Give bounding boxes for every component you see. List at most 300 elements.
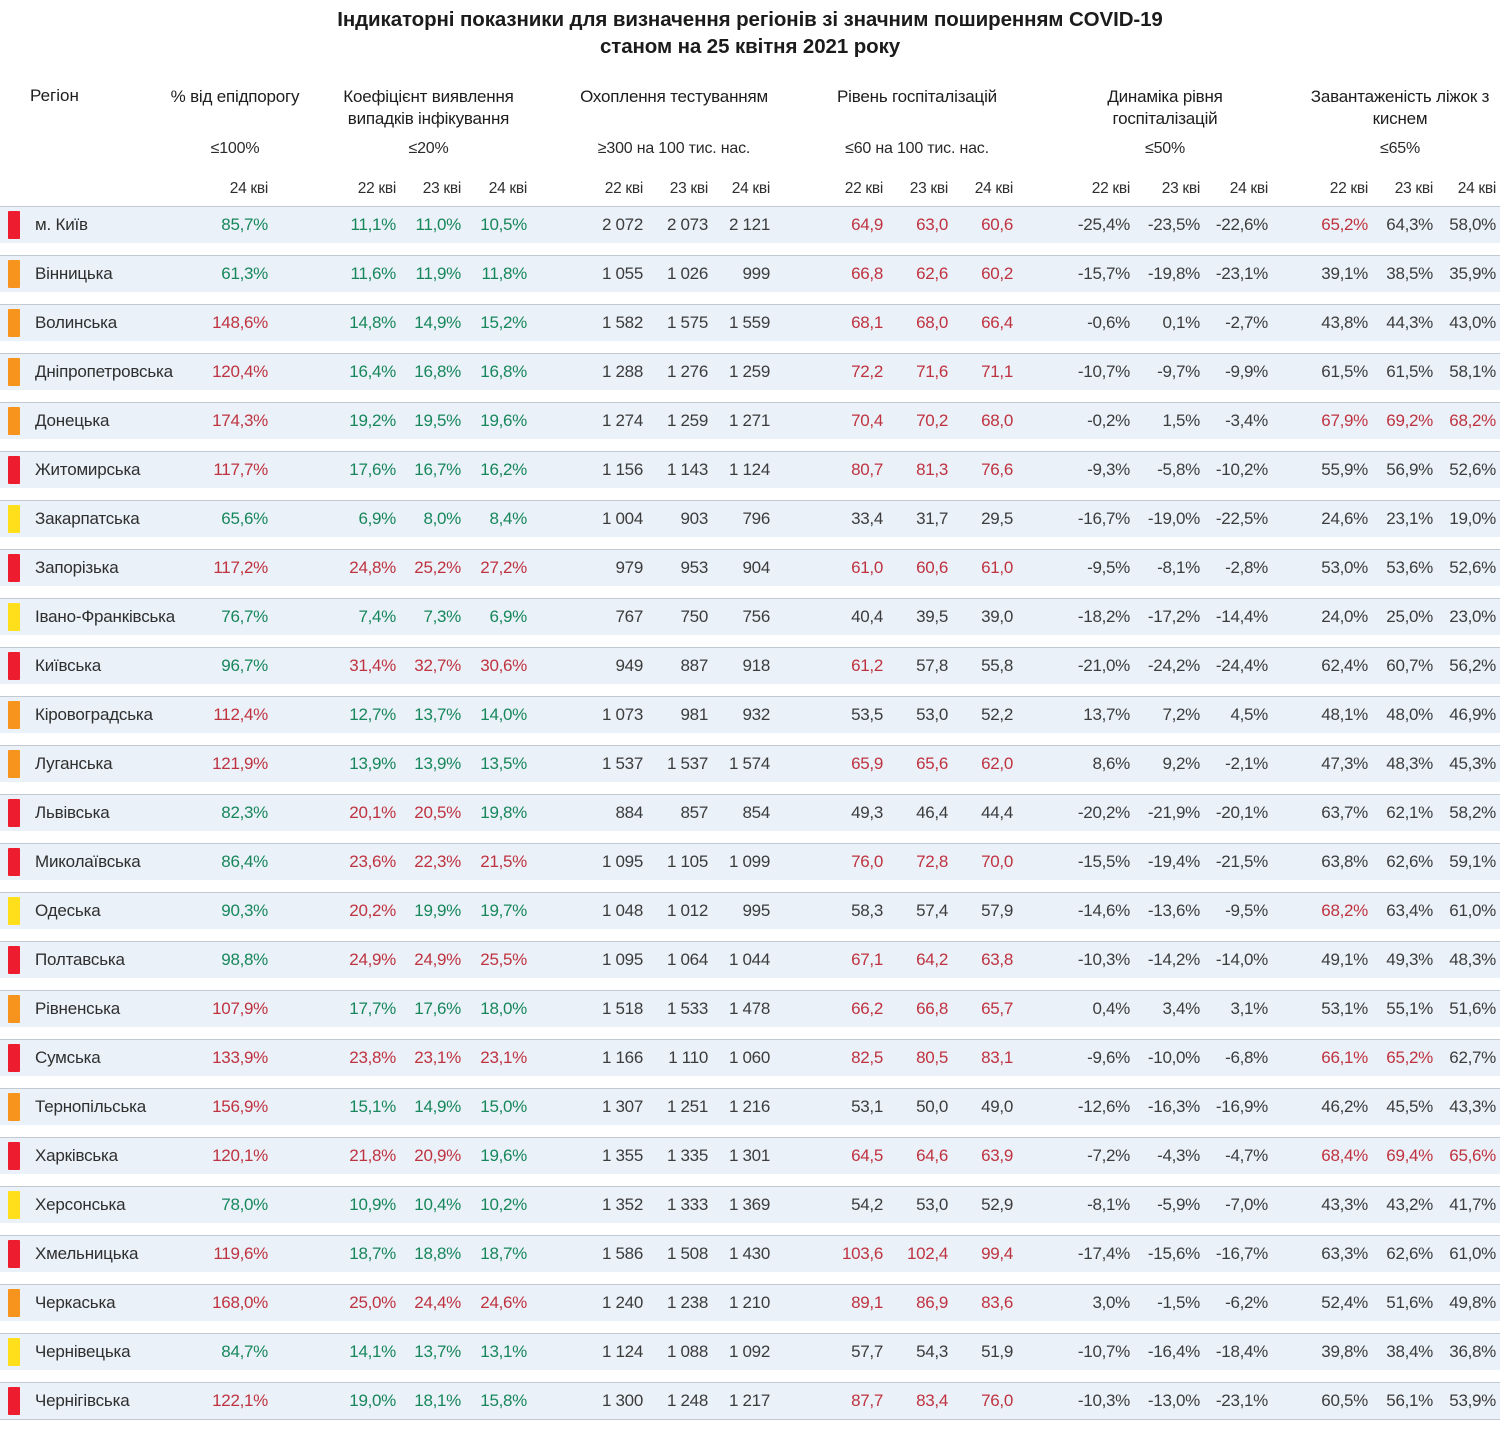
region-row: [0, 1039, 1500, 1076]
cell-test: 1 055: [601, 264, 643, 283]
cell-coef: 8,0%: [423, 509, 461, 528]
cell-test: 1 574: [728, 754, 770, 773]
cell-beds: 24,0%: [1321, 607, 1368, 626]
cell-test: 1 335: [666, 1146, 708, 1165]
cell-beds: 23,0%: [1449, 607, 1496, 626]
cell-hosp: 61,0: [981, 558, 1013, 577]
cell-hosp: 57,9: [981, 901, 1013, 920]
cell-coef: 21,8%: [349, 1146, 396, 1165]
status-marker-red: [8, 652, 20, 680]
cell-beds: 53,6%: [1386, 558, 1433, 577]
cell-beds: 68,2%: [1321, 901, 1368, 920]
cell-hosp: 64,6: [916, 1146, 948, 1165]
cell-test: 981: [680, 705, 708, 724]
column-group-hospitalization-dynamics: Динаміка рівня госпіталізацій: [1107, 87, 1223, 128]
region-row: [0, 1333, 1500, 1370]
cell-test: 1 064: [666, 950, 708, 969]
status-marker-red: [8, 1240, 20, 1268]
column-group-detection-coefficient: Коефіцієнт виявлення випадків інфікування: [343, 87, 514, 128]
cell-hosp: 80,5: [916, 1048, 948, 1067]
cell-coef: 23,8%: [349, 1048, 396, 1067]
cell-coef: 11,6%: [350, 264, 396, 283]
cell-coef: 23,1%: [480, 1048, 527, 1067]
column-group-epid-threshold-share: % від епідпорогу: [170, 87, 300, 106]
cell-test: 1 533: [666, 999, 708, 1018]
cell-dyn: -19,4%: [1147, 852, 1200, 871]
status-marker-yellow: [8, 505, 20, 533]
cell-epid: 156,9%: [212, 1097, 268, 1116]
cell-test: 1 518: [601, 999, 643, 1018]
cell-epid: 61,3%: [221, 264, 268, 283]
spacer: [0, 140, 160, 158]
region-name: Сумська: [35, 1048, 101, 1067]
cell-coef: 27,2%: [480, 558, 527, 577]
status-marker-orange: [8, 407, 20, 435]
cell-coef: 30,6%: [480, 656, 527, 675]
cell-hosp: 54,3: [916, 1342, 948, 1361]
cell-test: 995: [742, 901, 770, 920]
date-label: 23 кві: [1394, 180, 1433, 197]
cell-hosp: 60,6: [981, 215, 1013, 234]
cell-hosp: 63,0: [916, 215, 948, 234]
cell-hosp: 83,6: [981, 1293, 1013, 1312]
region-name: Запорізька: [35, 558, 119, 577]
cell-hosp: 57,4: [916, 901, 948, 920]
cell-coef: 15,0%: [480, 1097, 527, 1116]
cell-coef: 13,5%: [480, 754, 527, 773]
cell-dyn: -20,2%: [1077, 803, 1130, 822]
spacer: [270, 180, 328, 198]
cell-coef: 16,8%: [480, 362, 527, 381]
cell-dyn: -2,8%: [1225, 558, 1268, 577]
cell-coef: 10,9%: [349, 1195, 396, 1214]
cell-epid: 122,1%: [212, 1391, 268, 1410]
column-group-testing-coverage: Охоплення тестуванням: [580, 87, 768, 106]
cell-dyn: -19,0%: [1147, 509, 1200, 528]
cell-coef: 17,7%: [349, 999, 396, 1018]
cell-test: 1 092: [728, 1342, 770, 1361]
cell-coef: 21,5%: [480, 852, 527, 871]
cell-dyn: -21,9%: [1147, 803, 1200, 822]
cell-test: 1 217: [728, 1391, 770, 1410]
spacer: [1015, 180, 1060, 198]
cell-dyn: -9,9%: [1225, 362, 1268, 381]
region-name: м. Київ: [35, 215, 88, 234]
cell-coef: 25,5%: [480, 950, 527, 969]
cell-dyn: -9,3%: [1087, 460, 1130, 479]
cell-test: 1 333: [666, 1195, 708, 1214]
cell-hosp: 76,0: [851, 852, 883, 871]
status-marker-orange: [8, 701, 20, 729]
cell-beds: 65,6%: [1449, 1146, 1496, 1165]
table-header-groups: [0, 86, 1500, 130]
cell-test: 918: [742, 656, 770, 675]
cell-test: 1 240: [601, 1293, 643, 1312]
cell-coef: 6,9%: [358, 509, 396, 528]
cell-hosp: 71,6: [916, 362, 948, 381]
cell-epid: 117,7%: [213, 460, 268, 479]
cell-hosp: 58,3: [851, 901, 883, 920]
cell-coef: 14,9%: [414, 1097, 461, 1116]
region-row: [0, 990, 1500, 1027]
cell-beds: 48,1%: [1321, 705, 1368, 724]
cell-dyn: 9,2%: [1162, 754, 1200, 773]
cell-test: 903: [680, 509, 708, 528]
cell-hosp: 63,9: [981, 1146, 1013, 1165]
cell-dyn: -14,2%: [1147, 950, 1200, 969]
cell-beds: 39,1%: [1321, 264, 1368, 283]
spacer: [310, 140, 328, 158]
cell-test: 1 095: [601, 950, 643, 969]
region-cell: [0, 607, 185, 627]
cell-beds: 65,2%: [1386, 1048, 1433, 1067]
cell-hosp: 46,4: [916, 803, 948, 822]
region-cell: [0, 1342, 185, 1362]
region-name: Рівненська: [35, 999, 121, 1018]
region-cell: [0, 509, 185, 529]
date-label: 22 кві: [1329, 180, 1368, 197]
cell-beds: 19,0%: [1449, 509, 1496, 528]
cell-coef: 13,9%: [349, 754, 396, 773]
region-name: Дніпропетровська: [35, 362, 173, 381]
spacer: [772, 86, 819, 130]
cell-hosp: 102,4: [906, 1244, 948, 1263]
status-marker-red: [8, 1387, 20, 1415]
cell-hosp: 86,9: [916, 1293, 948, 1312]
cell-test: 1 508: [666, 1244, 708, 1263]
status-marker-red: [8, 211, 20, 239]
page-title-line1: Індикаторні показники для визначення регіонів зі значним поширенням COVID-19: [337, 8, 1163, 31]
region-cell: [0, 313, 185, 333]
spacer: [1270, 86, 1302, 130]
region-name: Львівська: [35, 803, 110, 822]
region-row: [0, 1382, 1500, 1420]
cell-beds: 62,6%: [1386, 1244, 1433, 1263]
spacer: [529, 180, 576, 198]
cell-dyn: -7,0%: [1225, 1195, 1268, 1214]
date-label: 22 кві: [604, 180, 643, 197]
cell-dyn: -16,7%: [1077, 509, 1130, 528]
cell-beds: 25,0%: [1386, 607, 1433, 626]
cell-dyn: -19,8%: [1147, 264, 1200, 283]
region-cell: [0, 362, 185, 382]
region-name: Луганська: [35, 754, 113, 773]
cell-hosp: 29,5: [981, 509, 1013, 528]
cell-hosp: 53,0: [916, 1195, 948, 1214]
date-label: 24 кві: [488, 180, 527, 197]
region-row: [0, 941, 1500, 978]
cell-hosp: 33,4: [851, 509, 883, 528]
cell-beds: 46,2%: [1321, 1097, 1368, 1116]
cell-beds: 23,1%: [1386, 509, 1433, 528]
cell-coef: 18,1%: [414, 1391, 461, 1410]
spacer: [1015, 140, 1060, 158]
cell-hosp: 76,0: [981, 1391, 1013, 1410]
cell-hosp: 64,5: [851, 1146, 883, 1165]
column-group-oxygen-beds-occupancy: Завантаженість ліжок з киснем: [1310, 87, 1490, 128]
cell-coef: 20,2%: [349, 901, 396, 920]
cell-coef: 16,2%: [480, 460, 527, 479]
cell-test: 1 166: [601, 1048, 643, 1067]
cell-coef: 13,7%: [414, 705, 461, 724]
region-row: [0, 892, 1500, 929]
cell-hosp: 39,5: [916, 607, 948, 626]
cell-beds: 62,4%: [1321, 656, 1368, 675]
table-header-thresholds: [0, 140, 1500, 158]
cell-dyn: -23,1%: [1215, 1391, 1268, 1410]
cell-dyn: -7,2%: [1087, 1146, 1130, 1165]
date-label: 24 кві: [229, 180, 268, 197]
cell-dyn: 8,6%: [1092, 754, 1130, 773]
cell-hosp: 66,2: [851, 999, 883, 1018]
cell-beds: 41,7%: [1449, 1195, 1496, 1214]
status-marker-orange: [8, 309, 20, 337]
threshold-hosp: ≤60 на 100 тис. нас.: [845, 140, 989, 157]
cell-epid: 98,8%: [221, 950, 268, 969]
status-marker-yellow: [8, 1338, 20, 1366]
region-name: Закарпатська: [35, 509, 140, 528]
region-name: Київська: [35, 656, 101, 675]
cell-coef: 10,5%: [480, 215, 527, 234]
cell-hosp: 80,7: [851, 460, 883, 479]
region-name: Тернопільська: [35, 1097, 146, 1116]
cell-dyn: -4,7%: [1225, 1146, 1268, 1165]
cell-test: 1 307: [601, 1097, 643, 1116]
cell-hosp: 82,5: [851, 1048, 883, 1067]
cell-hosp: 89,1: [851, 1293, 883, 1312]
cell-hosp: 52,9: [981, 1195, 1013, 1214]
cell-test: 1 073: [601, 705, 643, 724]
cell-beds: 46,9%: [1449, 705, 1496, 724]
cell-dyn: -18,2%: [1077, 607, 1130, 626]
cell-dyn: -18,4%: [1215, 1342, 1268, 1361]
cell-test: 796: [742, 509, 770, 528]
cell-beds: 53,9%: [1449, 1391, 1496, 1410]
date-label: 23 кві: [909, 180, 948, 197]
cell-beds: 36,8%: [1449, 1342, 1496, 1361]
cell-coef: 15,2%: [480, 313, 527, 332]
region-cell: [0, 656, 185, 676]
cell-coef: 15,1%: [349, 1097, 396, 1116]
cell-coef: 19,5%: [414, 411, 461, 430]
cell-coef: 24,9%: [349, 950, 396, 969]
cell-dyn: -16,3%: [1147, 1097, 1200, 1116]
cell-dyn: -21,0%: [1077, 656, 1130, 675]
cell-coef: 6,9%: [489, 607, 527, 626]
status-marker-yellow: [8, 1191, 20, 1219]
cell-beds: 60,5%: [1321, 1391, 1368, 1410]
cell-hosp: 70,4: [851, 411, 883, 430]
spacer: [0, 180, 185, 198]
status-marker-red: [8, 946, 20, 974]
date-label: 23 кві: [669, 180, 708, 197]
cell-epid: 96,7%: [221, 656, 268, 675]
cell-coef: 19,6%: [480, 1146, 527, 1165]
cell-test: 1 288: [601, 362, 643, 381]
date-label: 24 кві: [1457, 180, 1496, 197]
cell-hosp: 83,1: [981, 1048, 1013, 1067]
cell-beds: 52,6%: [1449, 558, 1496, 577]
cell-coef: 23,1%: [414, 1048, 461, 1067]
cell-beds: 63,4%: [1386, 901, 1433, 920]
cell-dyn: -16,9%: [1215, 1097, 1268, 1116]
cell-hosp: 63,8: [981, 950, 1013, 969]
cell-dyn: -9,6%: [1087, 1048, 1130, 1067]
cell-dyn: -25,4%: [1077, 215, 1130, 234]
cell-dyn: -3,4%: [1225, 411, 1268, 430]
cell-beds: 68,4%: [1321, 1146, 1368, 1165]
region-cell: [0, 1195, 185, 1215]
cell-test: 767: [615, 607, 643, 626]
cell-hosp: 62,6: [916, 264, 948, 283]
cell-dyn: -1,5%: [1157, 1293, 1200, 1312]
cell-test: 1 099: [728, 852, 770, 871]
cell-hosp: 66,4: [981, 313, 1013, 332]
cell-hosp: 61,0: [851, 558, 883, 577]
cell-beds: 53,1%: [1321, 999, 1368, 1018]
cell-beds: 49,3%: [1386, 950, 1433, 969]
cell-beds: 48,0%: [1386, 705, 1433, 724]
region-name: Полтавська: [35, 950, 125, 969]
cell-dyn: -9,7%: [1157, 362, 1200, 381]
cell-test: 904: [742, 558, 770, 577]
cell-epid: 119,6%: [213, 1244, 268, 1263]
region-row: [0, 1284, 1500, 1321]
cell-dyn: -14,0%: [1215, 950, 1268, 969]
cell-test: 1 110: [668, 1048, 708, 1067]
cell-coef: 19,6%: [480, 411, 527, 430]
cell-beds: 55,1%: [1386, 999, 1433, 1018]
cell-coef: 14,9%: [414, 313, 461, 332]
region-cell: [0, 264, 185, 284]
cell-dyn: -14,4%: [1215, 607, 1268, 626]
cell-test: 1 537: [666, 754, 708, 773]
cell-test: 1 156: [601, 460, 643, 479]
region-cell: [0, 1293, 185, 1313]
cell-coef: 19,7%: [480, 901, 527, 920]
cell-hosp: 53,1: [851, 1097, 883, 1116]
threshold-test: ≥300 на 100 тис. нас.: [597, 140, 751, 157]
cell-beds: 60,7%: [1386, 656, 1433, 675]
column-header-region: Регіон: [30, 86, 79, 105]
cell-beds: 52,6%: [1449, 460, 1496, 479]
cell-dyn: -10,3%: [1077, 1391, 1130, 1410]
region-row: [0, 353, 1500, 390]
region-row: [0, 1235, 1500, 1272]
cell-beds: 44,3%: [1386, 313, 1433, 332]
cell-test: 1 088: [666, 1342, 708, 1361]
cell-dyn: -13,0%: [1147, 1391, 1200, 1410]
region-name: Чернівецька: [35, 1342, 131, 1361]
cell-hosp: 60,6: [916, 558, 948, 577]
cell-dyn: 3,4%: [1162, 999, 1200, 1018]
cell-dyn: -0,2%: [1087, 411, 1130, 430]
cell-epid: 112,4%: [213, 705, 268, 724]
cell-hosp: 50,0: [916, 1097, 948, 1116]
cell-test: 1 355: [601, 1146, 643, 1165]
cell-beds: 35,9%: [1449, 264, 1496, 283]
cell-test: 1 060: [728, 1048, 770, 1067]
cell-test: 1 238: [666, 1293, 708, 1312]
region-row: [0, 500, 1500, 537]
cell-coef: 25,0%: [349, 1293, 396, 1312]
cell-beds: 58,1%: [1449, 362, 1496, 381]
cell-dyn: 3,1%: [1230, 999, 1268, 1018]
cell-dyn: -21,5%: [1215, 852, 1268, 871]
cell-beds: 43,3%: [1449, 1097, 1496, 1116]
cell-hosp: 39,0: [981, 607, 1013, 626]
cell-coef: 24,4%: [414, 1293, 461, 1312]
cell-dyn: -5,8%: [1157, 460, 1200, 479]
cell-hosp: 64,9: [851, 215, 883, 234]
region-name: Волинська: [35, 313, 118, 332]
cell-dyn: -15,7%: [1077, 264, 1130, 283]
cell-dyn: -6,2%: [1225, 1293, 1268, 1312]
cell-beds: 38,4%: [1386, 1342, 1433, 1361]
cell-test: 1 274: [601, 411, 643, 430]
cell-coef: 24,8%: [349, 558, 396, 577]
cell-coef: 14,8%: [349, 313, 396, 332]
cell-dyn: -12,6%: [1077, 1097, 1130, 1116]
cell-coef: 23,6%: [349, 852, 396, 871]
page-title-line2: станом на 25 квітня 2021 року: [599, 35, 901, 58]
cell-dyn: -10,7%: [1077, 362, 1130, 381]
cell-dyn: -23,5%: [1147, 215, 1200, 234]
cell-beds: 59,1%: [1449, 852, 1496, 871]
cell-epid: 174,3%: [212, 411, 268, 430]
threshold-dyn: ≤50%: [1144, 140, 1185, 157]
cell-epid: 86,4%: [221, 852, 268, 871]
cell-test: 1 271: [728, 411, 770, 430]
cell-hosp: 67,1: [851, 950, 883, 969]
region-row: [0, 206, 1500, 243]
cell-dyn: -10,3%: [1077, 950, 1130, 969]
cell-beds: 55,9%: [1321, 460, 1368, 479]
region-row: [0, 647, 1500, 684]
cell-dyn: -8,1%: [1087, 1195, 1130, 1214]
status-marker-red: [8, 554, 20, 582]
region-row: [0, 255, 1500, 292]
cell-hosp: 53,5: [851, 705, 883, 724]
cell-test: 1 210: [728, 1293, 770, 1312]
region-cell: [0, 754, 185, 774]
cell-test: 884: [615, 803, 643, 822]
cell-dyn: 4,5%: [1230, 705, 1268, 724]
cell-hosp: 64,2: [916, 950, 948, 969]
cell-test: 1 276: [666, 362, 708, 381]
cell-dyn: -20,1%: [1215, 803, 1268, 822]
cell-dyn: -10,2%: [1215, 460, 1268, 479]
cell-test: 1 124: [728, 460, 770, 479]
cell-hosp: 70,2: [916, 411, 948, 430]
cell-test: 2 072: [601, 215, 643, 234]
cell-dyn: -10,0%: [1147, 1048, 1200, 1067]
cell-test: 953: [680, 558, 708, 577]
cell-hosp: 57,8: [916, 656, 948, 675]
date-label: 24 кві: [1229, 180, 1268, 197]
spacer: [529, 86, 576, 130]
region-cell: [0, 411, 185, 431]
cell-beds: 58,2%: [1449, 803, 1496, 822]
region-name: Одеська: [35, 901, 101, 920]
cell-coef: 13,9%: [414, 754, 461, 773]
region-cell: [0, 803, 185, 823]
cell-beds: 69,2%: [1386, 411, 1433, 430]
spacer: [772, 180, 819, 198]
cell-epid: 148,6%: [212, 313, 268, 332]
cell-coef: 18,0%: [480, 999, 527, 1018]
cell-beds: 45,5%: [1386, 1097, 1433, 1116]
